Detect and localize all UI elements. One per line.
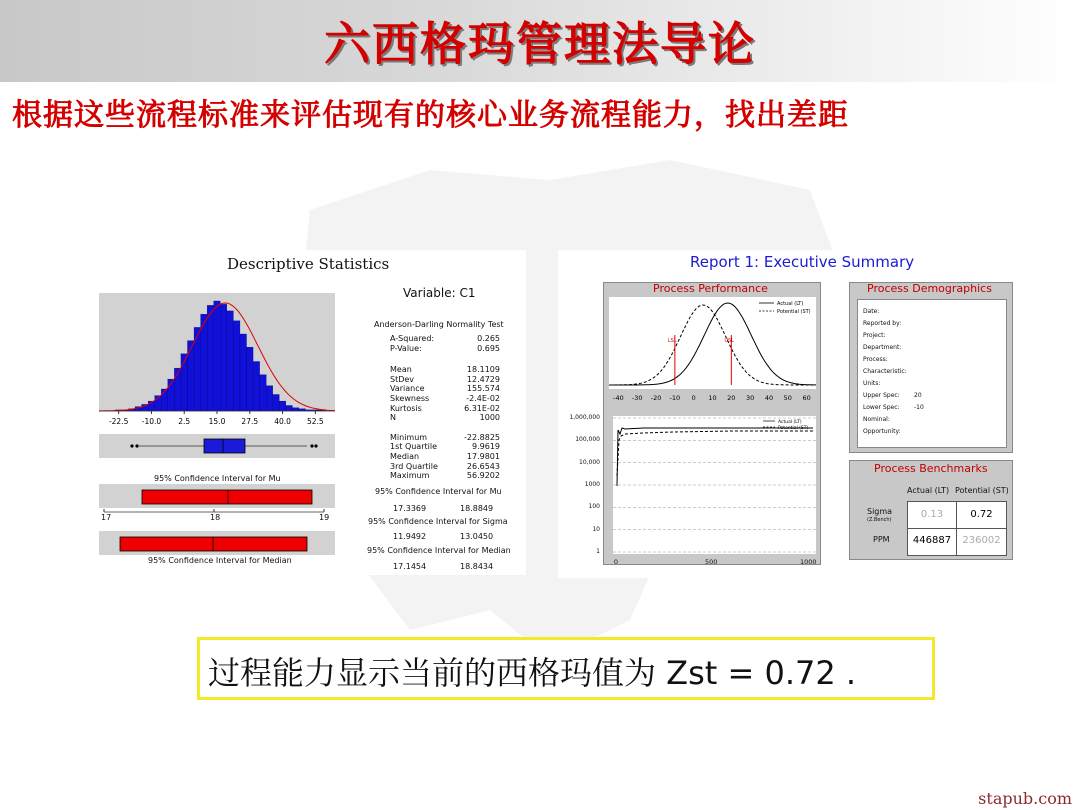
variable-label: Variable: C1 xyxy=(403,286,476,300)
bench-cell-sigma-potential xyxy=(956,501,1007,529)
histogram-bar xyxy=(292,408,299,411)
ppm-legend-actual: Actual (LT) xyxy=(778,420,802,425)
performance-x-tick: -40 xyxy=(613,394,624,402)
stat-value: 155.574 xyxy=(466,384,500,394)
ci-median-low: 17.1454 xyxy=(393,562,427,571)
callout-text: 过程能力显示当前的西格玛值为 Zst = 0.72 . xyxy=(208,654,857,692)
process-benchmarks-title: Process Benchmarks xyxy=(874,462,988,475)
demographics-label: Reported by: xyxy=(863,320,902,327)
bench-cell-ppm-actual xyxy=(907,528,957,556)
histogram-bar xyxy=(233,321,240,411)
stat-label: A-Squared: xyxy=(390,334,435,343)
performance-x-tick: -20 xyxy=(650,394,662,402)
histogram-tick-label: 27.5 xyxy=(241,417,259,426)
stat-value: -22.8825 xyxy=(464,432,500,442)
demographics-row xyxy=(863,368,1003,378)
stat-row xyxy=(390,384,500,394)
ppm-x-tick: 0 xyxy=(613,558,619,566)
histogram-bar xyxy=(207,305,214,411)
histogram-tick-label: -22.5 xyxy=(108,417,129,426)
performance-x-tick: 30 xyxy=(745,394,755,402)
ci-sigma-title: 95% Confidence Interval for Sigma xyxy=(368,517,508,526)
stat-row xyxy=(390,462,500,472)
demographics-row xyxy=(863,404,1003,414)
bench-cell-sigma-actual xyxy=(907,501,957,529)
stat-label: 1st Quartile xyxy=(390,442,437,452)
demographics-row xyxy=(863,416,1003,426)
stat-row xyxy=(390,404,500,414)
histogram-bar xyxy=(286,406,293,412)
histogram-bar xyxy=(201,314,208,411)
ppm-y-tick: 10,000 xyxy=(579,458,600,466)
stat-row xyxy=(390,365,500,375)
ppm-x-ticks xyxy=(613,558,816,570)
ci-tick-17: 17 xyxy=(101,513,112,522)
performance-x-tick: 50 xyxy=(783,394,792,402)
demographics-label: Process: xyxy=(863,356,888,363)
legend-actual: Actual (LT) xyxy=(777,301,804,307)
stat-row xyxy=(390,452,500,462)
stat-label: N xyxy=(390,413,396,423)
ppm-legend-potential: Potential (ST) xyxy=(778,426,809,431)
demographics-label: Lower Spec: xyxy=(863,404,900,411)
stat-row xyxy=(390,433,500,443)
ci-sigma-low: 11.9492 xyxy=(393,532,427,541)
ppm-y-tick: 10 xyxy=(592,525,600,533)
stat-value: 9.9619 xyxy=(472,442,500,452)
ppm-x-tick: 500 xyxy=(705,558,718,566)
ppm-y-tick: 1 xyxy=(596,548,600,555)
ci-plot-label-median: 95% Confidence Interval for Median xyxy=(148,556,292,565)
performance-x-tick: 20 xyxy=(727,394,736,402)
stat-row xyxy=(390,334,500,344)
stat-label: Kurtosis xyxy=(390,403,422,413)
demographics-row xyxy=(863,344,1003,354)
stat-value: 17.9801 xyxy=(466,452,500,461)
stat-value: 12.4729 xyxy=(466,374,500,384)
stat-label: Variance xyxy=(390,384,425,394)
demographics-row xyxy=(863,356,1003,366)
demographics-row xyxy=(863,332,1003,342)
stat-value: 0.265 xyxy=(477,334,500,343)
ppm-y-tick: 1,000,000 xyxy=(569,414,600,421)
stat-value: 0.695 xyxy=(477,343,500,353)
bench-sigma-actual: 0.13 xyxy=(920,509,944,520)
bench-ppm-label: PPM xyxy=(873,535,890,544)
histogram-tick-label: -10.0 xyxy=(141,417,162,426)
performance-x-tick: 40 xyxy=(764,394,774,402)
ci-tick-18: 18 xyxy=(210,513,221,522)
ppm-log-chart xyxy=(613,416,816,554)
stat-label: Skewness xyxy=(390,394,430,403)
ppm-y-tick: 1000 xyxy=(584,481,600,488)
ci-tick-19: 19 xyxy=(319,513,330,522)
histogram-bar xyxy=(188,341,195,411)
stat-row xyxy=(390,413,500,423)
performance-x-tick: 0 xyxy=(691,394,696,402)
histogram-chart xyxy=(99,293,335,431)
ci-sigma-high: 13.0450 xyxy=(460,532,494,541)
stat-row xyxy=(390,471,500,481)
ppm-y-ticks xyxy=(560,414,600,556)
demographics-row xyxy=(863,428,1003,438)
histogram-bar xyxy=(227,311,234,411)
stat-row xyxy=(390,344,500,354)
performance-x-tick: -10 xyxy=(669,394,681,402)
histogram-bar xyxy=(260,375,267,411)
histogram-bar xyxy=(266,386,273,411)
stat-label: Minimum xyxy=(390,432,428,442)
boxplot-box xyxy=(204,439,245,453)
demographics-label: Project: xyxy=(863,332,886,339)
stat-label: Median xyxy=(390,452,420,461)
boxplot xyxy=(99,434,335,458)
ci-median-bar xyxy=(120,537,307,551)
stat-value: 56.9202 xyxy=(466,471,500,481)
histogram-bar xyxy=(174,368,181,411)
performance-x-axis xyxy=(609,390,816,404)
stat-value: 18.1109 xyxy=(466,365,500,375)
stat-value: 1000 xyxy=(479,413,500,423)
stat-value: 26.6543 xyxy=(466,461,500,471)
demographics-label: Opportunity: xyxy=(863,428,901,435)
demographics-row xyxy=(863,308,1003,318)
process-demographics-title: Process Demographics xyxy=(867,282,992,295)
ci-plot-label-mu: 95% Confidence Interval for Mu xyxy=(154,474,281,483)
demographics-label: Characteristic: xyxy=(863,368,907,375)
lsl-label: LSL xyxy=(667,338,677,344)
slide-title: 六西格玛管理法导论 xyxy=(324,17,756,71)
performance-x-tick: 60 xyxy=(802,394,811,402)
ci-median-high: 18.8434 xyxy=(460,562,494,571)
slide-subtitle: 根据这些流程标准来评估现有的核心业务流程能力，找出差距 xyxy=(12,98,849,133)
demographics-value: 20 xyxy=(914,392,922,399)
descriptive-stats-title: Descriptive Statistics xyxy=(227,255,390,273)
footer-watermark: stapub.com xyxy=(978,789,1072,808)
bench-ppm-potential: 236002 xyxy=(962,535,1001,546)
ci-mu-high: 18.8849 xyxy=(460,504,494,513)
ci-mu-low: 17.3369 xyxy=(393,504,427,513)
demographics-value: -10 xyxy=(914,404,924,411)
performance-distribution-chart xyxy=(609,297,816,389)
bench-sigma-label: Sigma xyxy=(867,507,893,516)
stat-value: 6.31E-02 xyxy=(464,403,500,413)
histogram-bar xyxy=(214,301,221,411)
histogram-tick-label: 15.0 xyxy=(208,417,226,426)
ppm-y-tick: 100,000 xyxy=(575,436,600,444)
stat-label: StDev xyxy=(390,374,415,384)
histogram-tick-label: 52.5 xyxy=(306,417,324,426)
histogram-bar xyxy=(240,334,247,411)
demographics-label: Date: xyxy=(863,308,880,315)
demographics-label: Nominal: xyxy=(863,416,890,423)
bench-header-actual: Actual (LT) xyxy=(907,486,950,495)
process-performance-title: Process Performance xyxy=(653,282,768,295)
demographics-list xyxy=(857,299,1007,448)
demographics-row xyxy=(863,392,1003,402)
demographics-label: Upper Spec: xyxy=(863,392,900,399)
demographics-row xyxy=(863,380,1003,390)
bench-ppm-actual: 446887 xyxy=(912,535,952,546)
stat-value: -2.4E-02 xyxy=(466,394,500,403)
stat-row xyxy=(390,375,500,385)
ci-mu-bar xyxy=(142,490,312,504)
stat-label: P-Value: xyxy=(390,343,422,353)
stat-label: Mean xyxy=(390,365,412,375)
bench-header-potential: Potential (ST) xyxy=(955,486,1009,495)
demographics-label: Units: xyxy=(863,380,881,387)
histogram-bar xyxy=(273,395,280,412)
ppm-x-tick: 1000 xyxy=(800,558,817,566)
histogram-tick-label: 2.5 xyxy=(178,417,191,426)
performance-x-tick: -30 xyxy=(631,394,643,402)
demographics-row xyxy=(863,320,1003,330)
histogram-tick-label: 40.0 xyxy=(274,417,291,426)
stat-label: 3rd Quartile xyxy=(390,461,438,471)
histogram-bar xyxy=(279,401,286,411)
stat-row xyxy=(390,394,500,404)
ci-mu-title: 95% Confidence Interval for Mu xyxy=(375,487,502,496)
histogram-bar xyxy=(247,347,254,411)
bench-cell-ppm-potential xyxy=(956,528,1007,556)
performance-x-tick: 10 xyxy=(708,394,717,402)
stat-row xyxy=(390,442,500,452)
histogram-bar xyxy=(220,304,227,411)
bench-sigma-potential: 0.72 xyxy=(970,509,993,520)
ppm-y-tick: 100 xyxy=(588,503,600,511)
histogram-bar xyxy=(253,362,260,412)
demographics-label: Department: xyxy=(863,344,902,351)
normality-test-title: Anderson-Darling Normality Test xyxy=(374,320,504,329)
usl-label: USL xyxy=(724,338,734,344)
legend-potential: Potential (ST) xyxy=(777,309,811,315)
ci-median-title: 95% Confidence Interval for Median xyxy=(367,546,511,555)
bench-sigma-sub: (Z.Bench) xyxy=(867,517,892,523)
stat-label: Maximum xyxy=(390,471,430,481)
report-title: Report 1: Executive Summary xyxy=(690,253,915,271)
